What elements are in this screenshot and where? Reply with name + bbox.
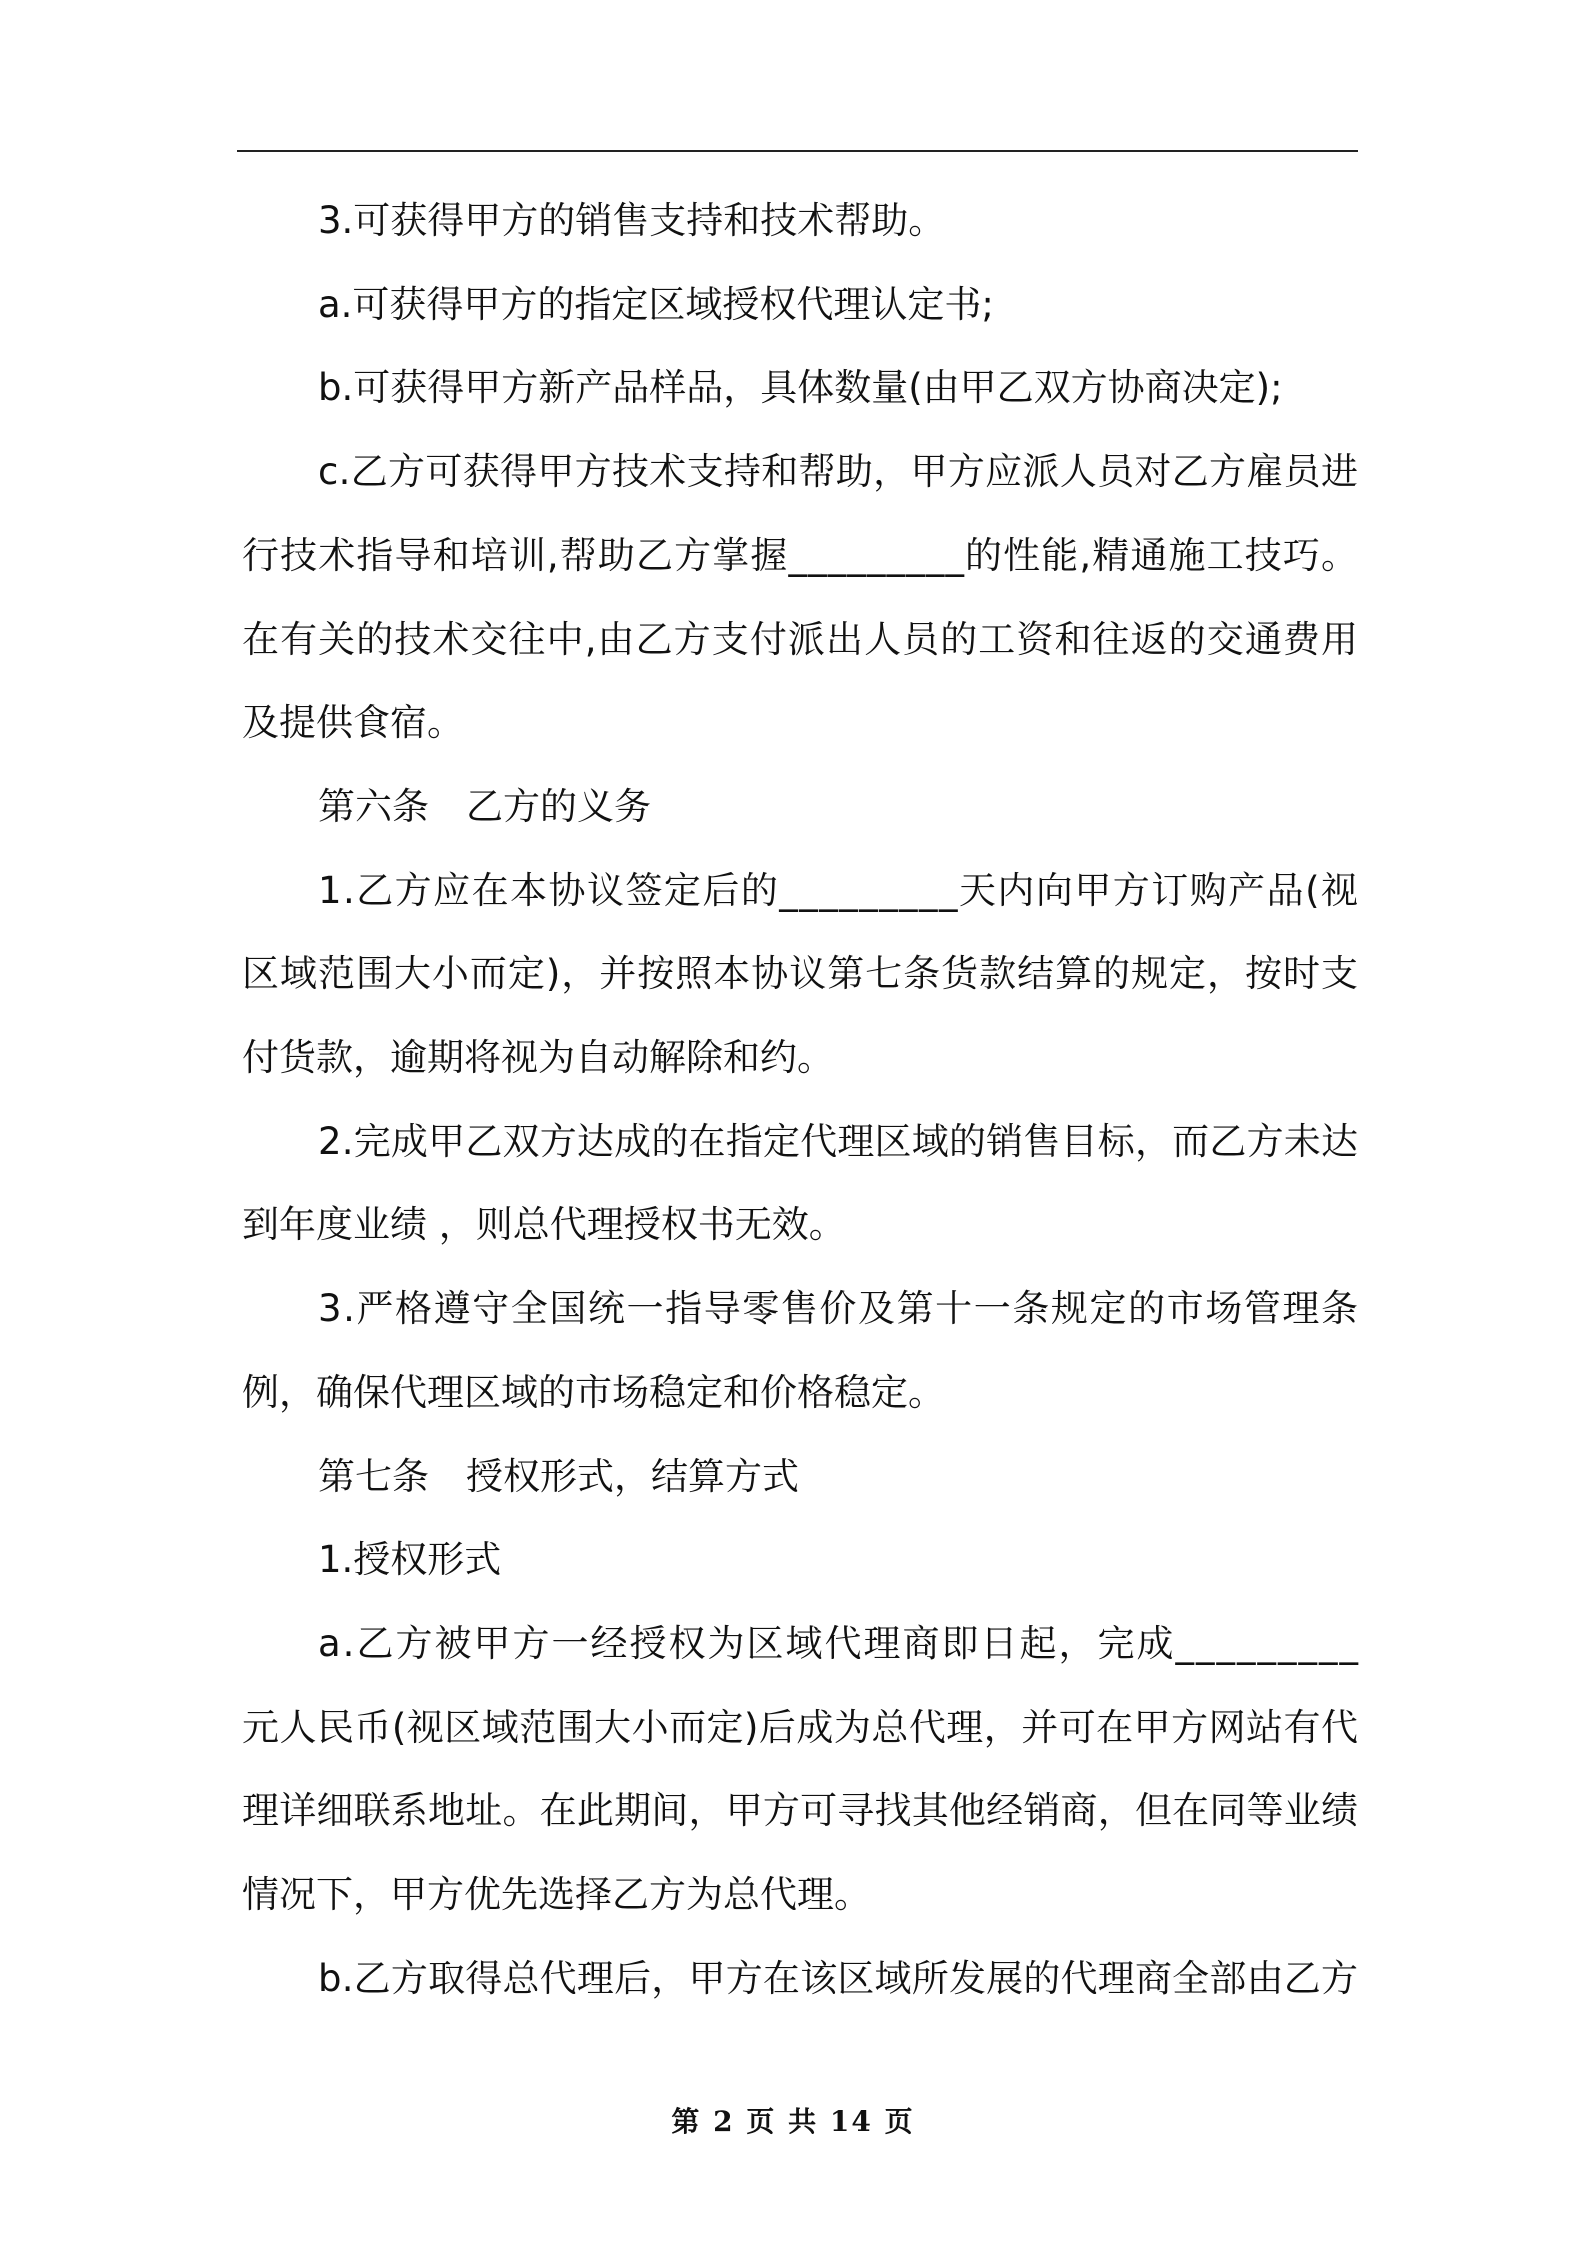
page-number: 第 2 页 共 14 页 (671, 2105, 915, 2138)
text-line: 1.授权形式 (318, 1538, 502, 1582)
text-line: 第七条 授权形式，结算方式 (318, 1454, 799, 1498)
text-line: 3.可获得甲方的销售支持和技术帮助。 (318, 199, 946, 242)
text-line: 区域范围大小而定)，并按照本协议第七条货款结算的规定，按时支 (242, 952, 1359, 996)
text-line: 3.严格遵守全国统一指导零售价及第十一条规定的市场管理条 (318, 1287, 1360, 1331)
text-line: 及提供食宿。 (242, 701, 464, 745)
text-line: 行技术指导和培训,帮助乙方掌握_________的性能,精通施工技巧。 (242, 533, 1360, 577)
text-line: 到年度业绩 ，则总代理授权书无效。 (242, 1203, 846, 1247)
text-line: 第六条 乙方的义务 (318, 784, 651, 828)
text-line: 例，确保代理区域的市场稳定和价格稳定。 (242, 1370, 945, 1414)
text-line: 2.完成甲乙双方达成的在指定代理区域的销售目标，而乙方未达 (318, 1119, 1359, 1163)
text-line: 情况下，甲方优先选择乙方为总代理。 (242, 1873, 871, 1916)
text-line: a.乙方被甲方一经授权为区域代理商即日起，完成_________ (318, 1621, 1360, 1665)
text-line: b.可获得甲方新产品样品，具体数量(由甲乙双方协商决定); (318, 366, 1283, 410)
text-line: 在有关的技术交往中,由乙方支付派出人员的工资和往返的交通费用 (242, 617, 1360, 661)
text-line: a.可获得甲方的指定区域授权代理认定书; (318, 282, 994, 326)
text-line: c.乙方可获得甲方技术支持和帮助，甲方应派人员对乙方雇员进 (318, 450, 1359, 494)
text-line: b.乙方取得总代理后，甲方在该区域所发展的代理商全部由乙方 (318, 1956, 1359, 2000)
text-line: 1.乙方应在本协议签定后的_________天内向甲方订购产品(视 (318, 868, 1360, 912)
text-line: 理详细联系地址。在此期间，甲方可寻找其他经销商，但在同等业绩 (242, 1789, 1359, 1833)
text-line: 元人民币(视区域范围大小而定)后成为总代理，并可在甲方网站有代 (242, 1705, 1359, 1749)
text-line: 付货款，逾期将视为自动解除和约。 (242, 1036, 834, 1079)
